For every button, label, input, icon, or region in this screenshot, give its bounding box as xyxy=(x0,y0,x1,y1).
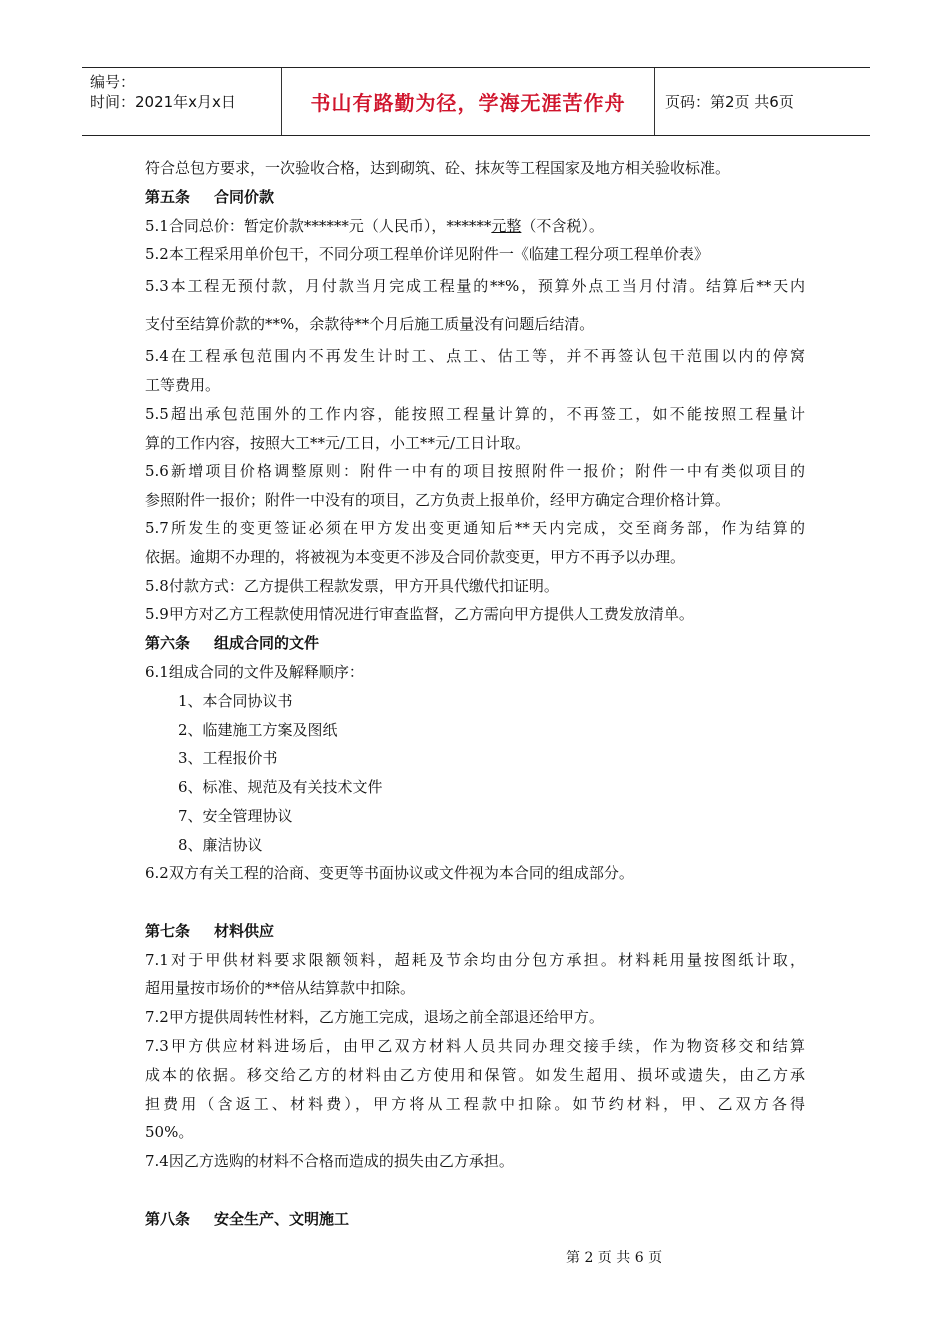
clause-5-3-line2: 支付至结算价款的**%，余款待**个月后施工质量没有问题后结清。 xyxy=(145,315,595,333)
clause-5-5-line1 xyxy=(145,404,805,424)
clause-5-3-line1 xyxy=(145,276,805,296)
clause-text: 7.1对于甲供材料要求限额领料，超耗及节余均由分包方承担。材料耗用量按图纸计取， xyxy=(145,951,805,969)
header-meta-cell xyxy=(82,68,282,135)
clause-text: 5.5超出承包范围外的工作内容，能按照工程量计算的，不再签工，如不能按照工程量计 xyxy=(145,405,805,423)
clause-5-7-line1 xyxy=(145,518,805,538)
clause-7-3-line3 xyxy=(145,1094,805,1114)
clause-5-6-line2: 参照附件一报价；附件一中没有的项目，乙方负责上报单价，经甲方确定合理价格计算。 xyxy=(145,491,731,509)
underlined-text: 元整 xyxy=(491,217,522,235)
clause-7-4: 7.4因乙方选购的材料不合格而造成的损失由乙方承担。 xyxy=(145,1152,514,1170)
section-6-heading xyxy=(145,633,319,653)
section-title: 安全生产、文明施工 xyxy=(214,1210,350,1228)
clause-text: 5.4在工程承包范围内不再发生计时工、点工、估工等，并不再签认包干范围以内的停窝 xyxy=(145,347,805,365)
clause-5-7-line2: 依据。逾期不办理的，将被视为本变更不涉及合同价款变更，甲方不再予以办理。 xyxy=(145,548,686,566)
clause-text: 7.3甲方供应材料进场后，由甲乙双方材料人员共同办理交接手续，作为物资移交和结算 xyxy=(145,1037,805,1055)
section-title: 组成合同的文件 xyxy=(214,634,320,652)
list-item: 6、标准、规范及有关技术文件 xyxy=(178,778,383,796)
clause-5-9: 5.9甲方对乙方工程款使用情况进行审查监督，乙方需向甲方提供人工费发放清单。 xyxy=(145,605,694,623)
paragraph-line: 符合总包方要求，一次验收合格，达到砌筑、砼、抹灰等工程国家及地方相关验收标准。 xyxy=(145,159,731,177)
clause-5-2: 5.2本工程采用单价包干，不同分项工程单价详见附件一《临建工程分项工程单价表》 xyxy=(145,245,709,263)
clause-text: 5.1合同总价：暂定价款******元（人民币），****** xyxy=(145,217,492,235)
clause-5-5-line2: 算的工作内容，按照大工**元/工日，小工**元/工日计取。 xyxy=(145,434,531,452)
clause-7-1-line2: 超用量按市场价的**倍从结算款中扣除。 xyxy=(145,979,416,997)
section-title: 合同价款 xyxy=(214,188,275,206)
clause-text: （不含税）。 xyxy=(521,217,604,235)
section-5-heading xyxy=(145,187,274,207)
clause-7-3-line2 xyxy=(145,1065,805,1085)
clause-5-1 xyxy=(145,216,604,236)
list-item: 7、安全管理协议 xyxy=(178,807,293,825)
clause-text: 担费用（含返工、材料费），甲方将从工程款中扣除。如节约材料，甲、乙双方各得 xyxy=(145,1095,805,1113)
clause-text: 5.7所发生的变更签证必须在甲方发出变更通知后**天内完成，交至商务部，作为结算的 xyxy=(145,519,805,537)
clause-6-1: 6.1组成合同的文件及解释顺序： xyxy=(145,663,364,681)
clause-7-3-line4: 50%。 xyxy=(145,1123,194,1141)
header-page-info: 页码：第2页 共6页 xyxy=(665,93,794,111)
section-7-heading xyxy=(145,921,274,941)
clause-7-1-line1 xyxy=(145,950,805,970)
section-title: 材料供应 xyxy=(214,922,275,940)
clause-7-2: 7.2甲方提供周转性材料，乙方施工完成，退场之前全部退还给甲方。 xyxy=(145,1008,604,1026)
clause-5-6-line1 xyxy=(145,461,805,481)
clause-5-8: 5.8付款方式：乙方提供工程款发票，甲方开具代缴代扣证明。 xyxy=(145,577,559,595)
header-motto: 书山有路勤为径，学海无涯苦作舟 xyxy=(282,68,655,135)
section-number: 第八条 xyxy=(145,1210,191,1228)
section-number: 第七条 xyxy=(145,922,191,940)
list-item: 3、工程报价书 xyxy=(178,749,278,767)
section-number: 第五条 xyxy=(145,188,191,206)
list-item: 8、廉洁协议 xyxy=(178,836,263,854)
clause-text: 5.3本工程无预付款，月付款当月完成工程量的**%，预算外点工当月付清。结算后**天内 xyxy=(145,277,805,295)
list-item: 1、本合同协议书 xyxy=(178,692,293,710)
clause-text: 5.6新增项目价格调整原则：附件一中有的项目按照附件一报价；附件一中有类似项目的 xyxy=(145,462,805,480)
clause-text: 成本的依据。移交给乙方的材料由乙方使用和保管。如发生超用、损坏或遗失，由乙方承 xyxy=(145,1066,805,1084)
clause-5-4-line2: 工等费用。 xyxy=(145,376,221,394)
page-footer: 第 2 页 共 6 页 xyxy=(566,1250,663,1266)
clause-7-3-line1 xyxy=(145,1036,805,1056)
clause-6-2: 6.2双方有关工程的洽商、变更等书面协议或文件视为本合同的组成部分。 xyxy=(145,864,634,882)
section-8-heading xyxy=(145,1209,349,1229)
list-item: 2、临建施工方案及图纸 xyxy=(178,721,338,739)
document-number-label: 编号： xyxy=(90,73,136,91)
document-date: 时间：2021年x月x日 xyxy=(90,93,236,111)
page-header xyxy=(82,67,870,136)
section-number: 第六条 xyxy=(145,634,191,652)
clause-5-4-line1 xyxy=(145,346,805,366)
